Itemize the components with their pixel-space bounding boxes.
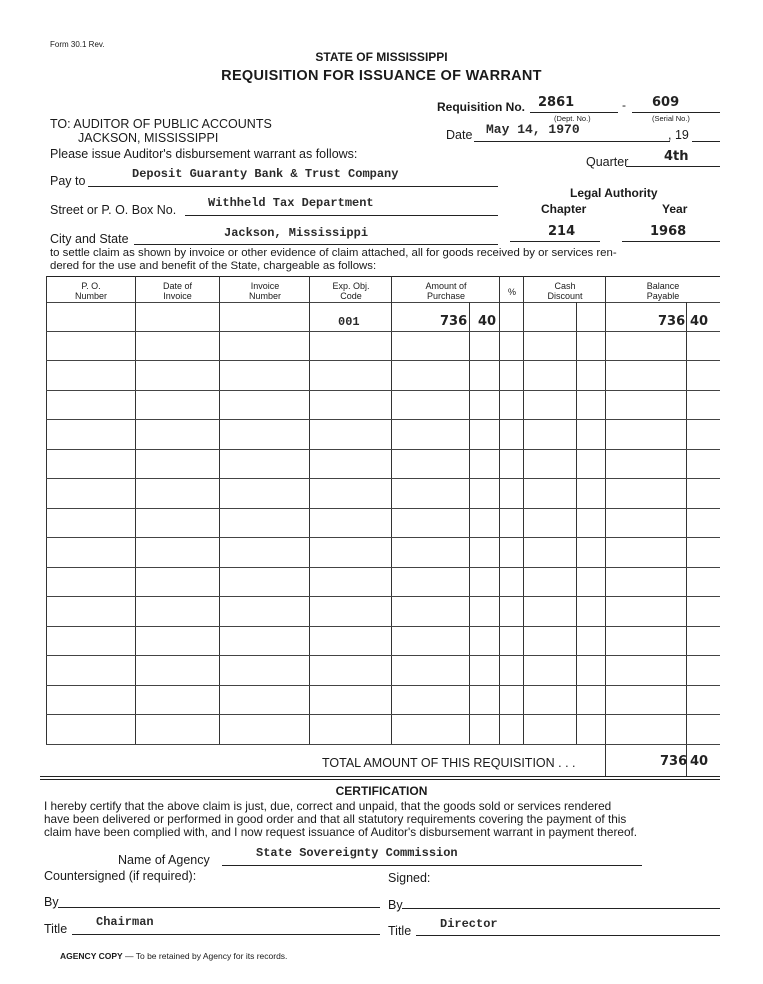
total-cents: 40: [690, 754, 709, 769]
date-label: Date: [446, 128, 473, 142]
document-title: REQUISITION FOR ISSUANCE OF WARRANT: [221, 68, 542, 84]
to-line-1: TO: AUDITOR OF PUBLIC ACCOUNTS: [50, 117, 272, 131]
year-value: 1968: [650, 224, 687, 239]
header-balance-payable: Balance Payable: [646, 281, 680, 301]
header-po-number: P. O. Number: [74, 281, 107, 301]
settle-text-2: dered for the use and benefit of the State, chargeable as follows:: [50, 260, 377, 272]
title-left-value: Chairman: [96, 915, 154, 929]
header-date-of-invoice: Date of Invoice: [162, 281, 193, 301]
agency-copy-note: AGENCY COPY — To be retained by Agency for its records.: [60, 951, 288, 961]
header-amount-of-purchase: Amount of Purchase: [425, 281, 467, 301]
dept-caption: (Dept. No.): [554, 114, 591, 123]
title-right-value: Director: [440, 917, 498, 931]
requisition-label: Requisition No.: [437, 100, 525, 114]
title-right-label: Title: [388, 924, 412, 938]
row1-balance-cents: 40: [690, 314, 709, 329]
certification-line-1: I hereby certify that the above claim is just, due, correct and unpaid, that the goods sold or services rendered: [44, 799, 612, 813]
by-right-label: By: [388, 898, 403, 912]
title-left-label: Title: [44, 922, 68, 936]
row1-amount-cents: 40: [478, 314, 497, 329]
row1-amount-dollars: 736: [440, 314, 468, 329]
to-line-2: JACKSON, MISSISSIPPI: [78, 131, 219, 145]
pay-to-label: Pay to: [50, 174, 86, 188]
state-title: STATE OF MISSISSIPPI: [315, 50, 448, 64]
total-dollars: 736: [660, 754, 688, 769]
header-cash-discount: Cash Discount: [547, 281, 583, 301]
row1-balance-dollars: 736: [658, 314, 686, 329]
date-value: May 14, 1970: [486, 122, 580, 137]
certification-line-2: have been delivered or performed in good order and that all statutory requirements covering the payment of this: [44, 812, 627, 826]
serial-number-value: 609: [652, 95, 680, 110]
chapter-value: 214: [548, 224, 576, 239]
year-prefix: , 19: [668, 128, 689, 142]
total-label: TOTAL AMOUNT OF THIS REQUISITION . . .: [322, 756, 576, 770]
certification-title: CERTIFICATION: [335, 784, 428, 798]
street-label: Street or P. O. Box No.: [50, 203, 177, 217]
header-percent: %: [507, 287, 516, 297]
dept-number-value: 2861: [538, 95, 575, 110]
street-value: Withheld Tax Department: [208, 196, 374, 210]
requisition-dash: -: [622, 98, 626, 112]
agency-value: State Sovereignty Commission: [256, 846, 458, 860]
serial-caption: (Serial No.): [652, 114, 690, 123]
city-value: Jackson, Mississippi: [224, 226, 369, 240]
settle-text-1: to settle claim as shown by invoice or other evidence of claim attached, all for goods received by or services ren-: [50, 247, 617, 259]
chapter-label: Chapter: [541, 202, 587, 216]
city-label: City and State: [50, 232, 129, 246]
legal-authority-title: Legal Authority: [570, 186, 658, 200]
agency-label: Name of Agency: [118, 853, 210, 867]
year-label: Year: [662, 202, 688, 216]
countersigned-label: Countersigned (if required):: [44, 869, 197, 883]
pay-to-value: Deposit Guaranty Bank & Trust Company: [132, 167, 399, 181]
quarter-label: Quarter: [586, 155, 629, 169]
signed-label: Signed:: [388, 871, 431, 885]
header-exp-obj-code: Exp. Obj. Code: [332, 281, 370, 301]
row1-exp-code: 001: [338, 315, 360, 329]
by-left-label: By: [44, 895, 59, 909]
form-number: Form 30.1 Rev.: [50, 40, 105, 49]
quarter-value: 4th: [664, 149, 689, 164]
instruction-text: Please issue Auditor's disbursement warrant as follows:: [50, 147, 358, 161]
header-invoice-number: Invoice Number: [248, 281, 281, 301]
certification-line-3: claim have been complied with, and I now request issuance of Auditor's disbursement warrant in payment thereof.: [44, 825, 638, 839]
